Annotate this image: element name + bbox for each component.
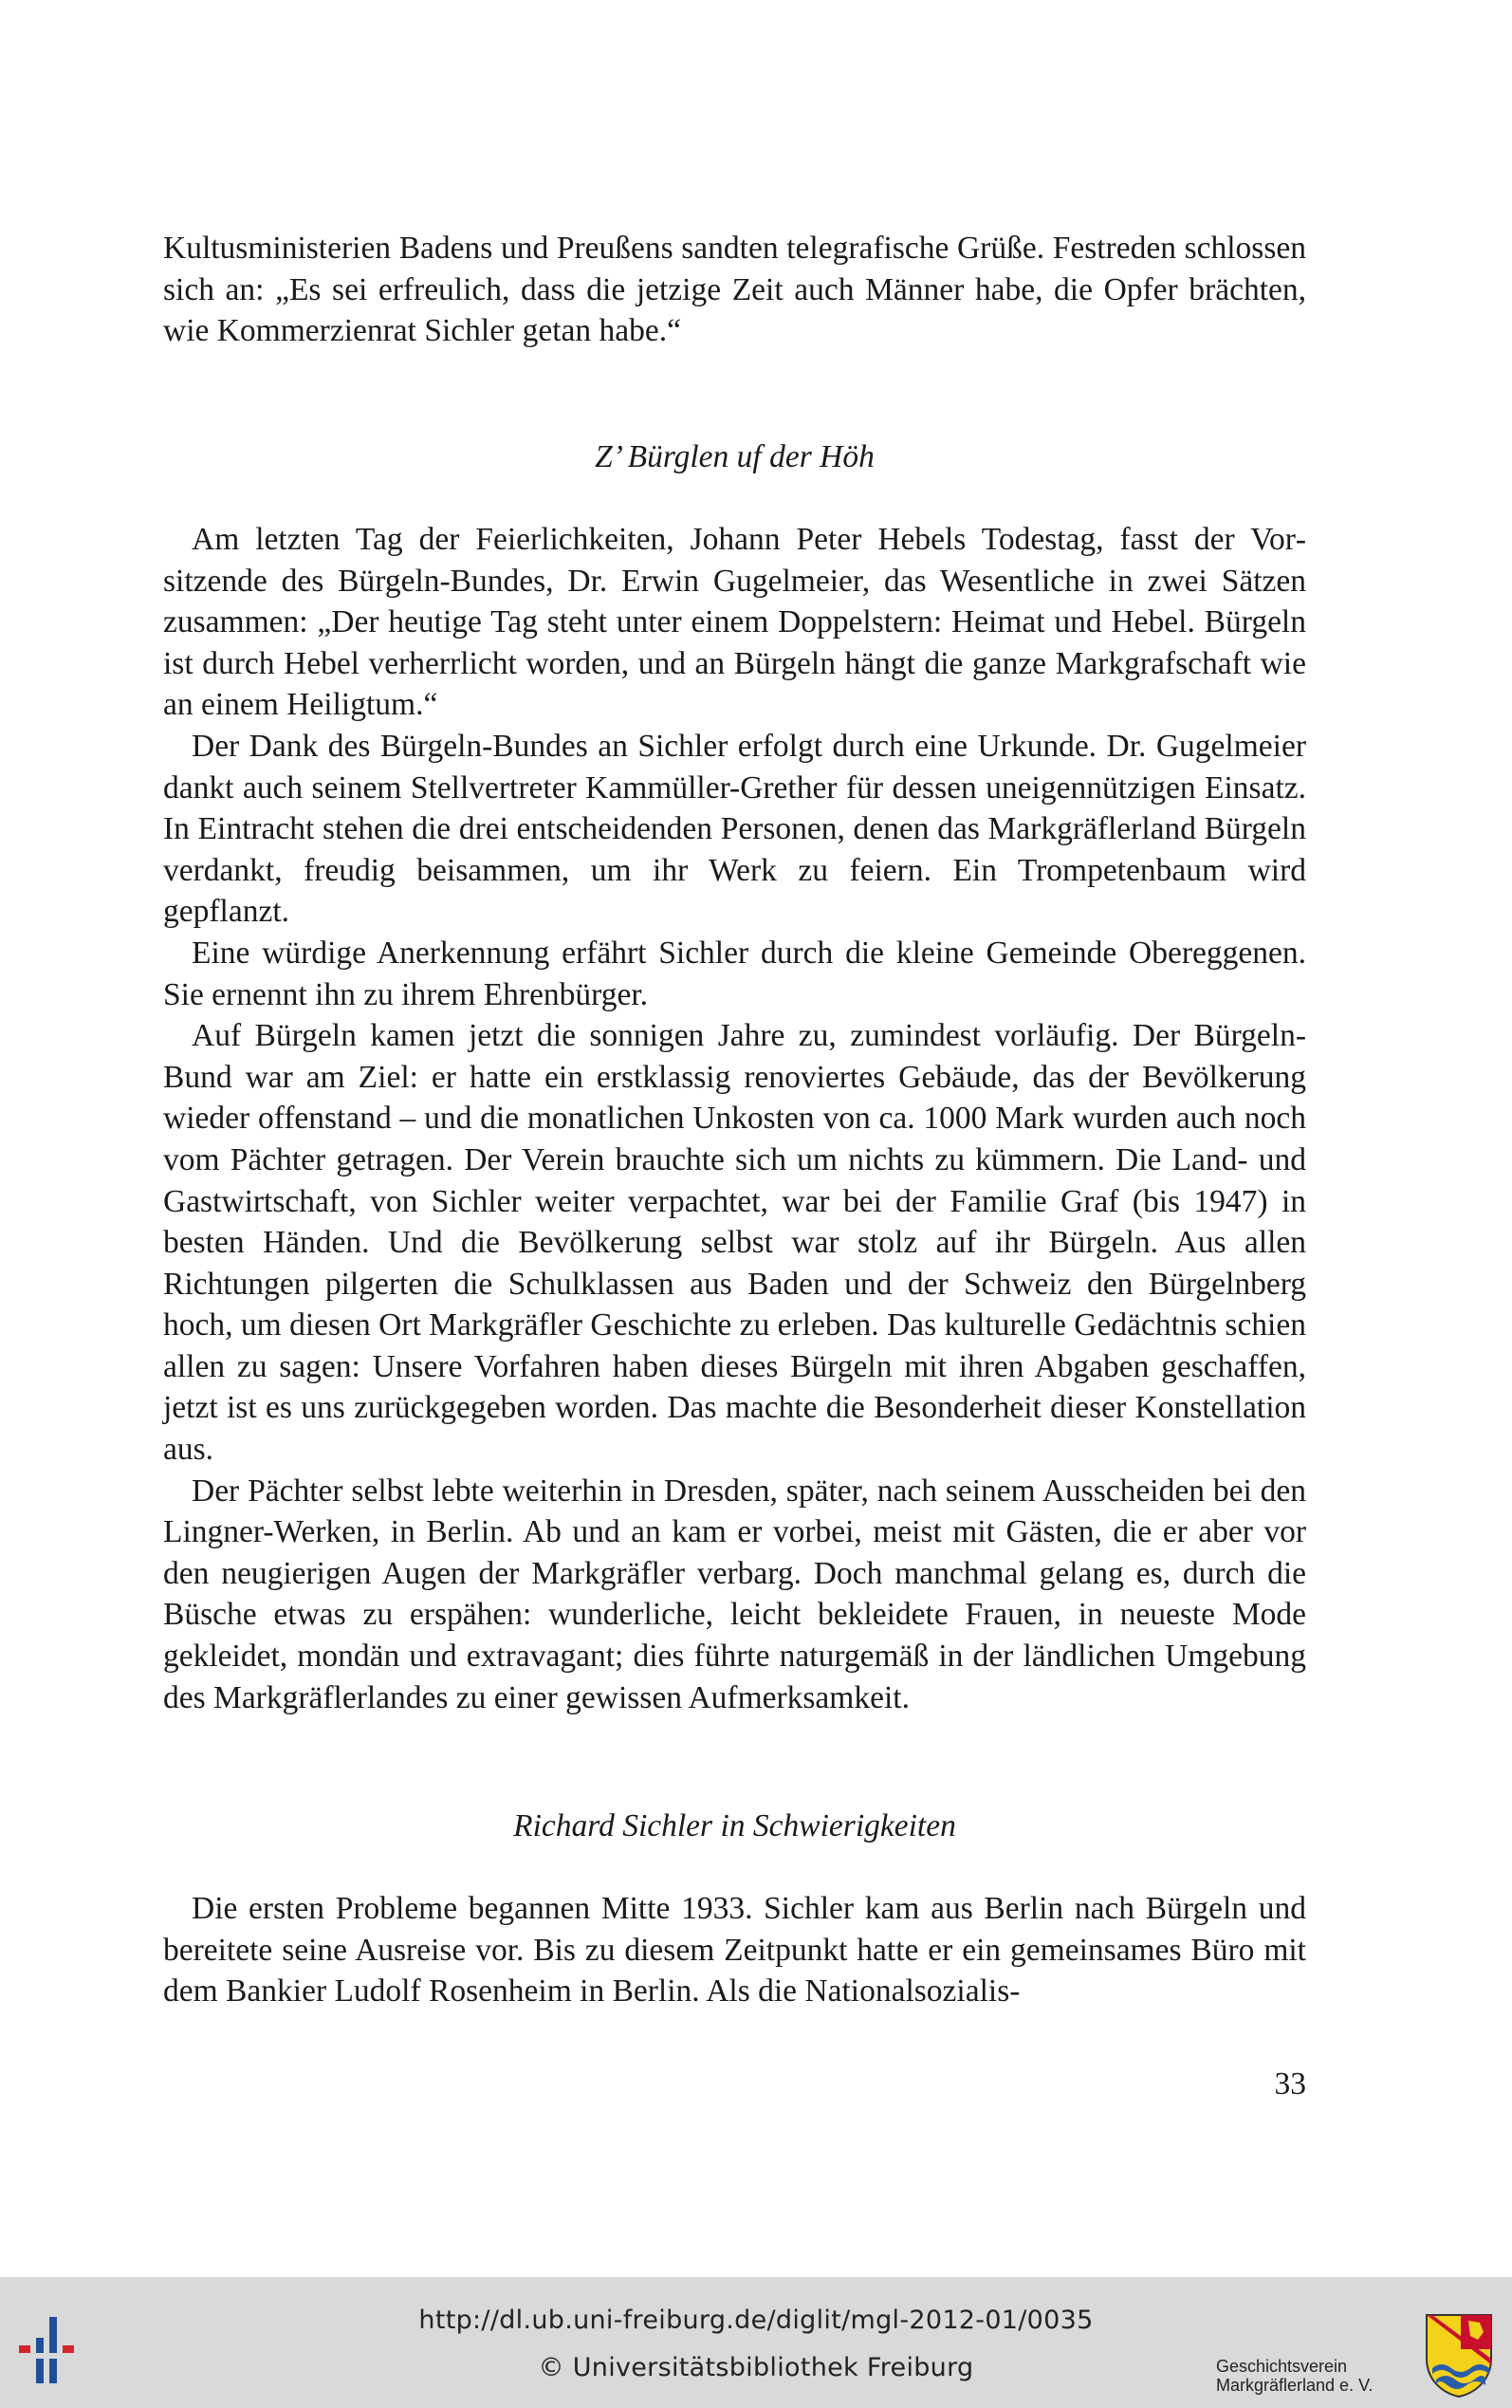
paragraph: Der Pächter selbst lebte weiterhin in Dresden, später, nach seinem Ausscheiden bei den Lingner-Werken, in Berlin. Ab und an kam er vorbei, meist mit Gästen, die er aber vor den neugierigen Augen der Markgräfler verbarg. Doch manchmal gelang es, durch die Büsche etwas zu erspähen: wunderliche, leicht bekleidete Frauen, in neueste Mode gekleidet, mondän und extravagant; dies führte naturgemäß in der ländlichen Umgebung des Markgräflerlandes zu einer gewissen Aufmerksamkeit. [163, 1473, 1306, 1715]
footer-copyright: © Universitätsbibliothek Freiburg [538, 2353, 974, 2382]
society-name [1216, 2357, 1373, 2395]
section-2-text [163, 1888, 1306, 2012]
intro-text [163, 228, 1306, 352]
paragraph: Die ersten Probleme begannen Mitte 1933. Sichler kam aus Berlin nach Bürgeln und bereitete seine Ausreise vor. Bis zu diesem Zeitpunkt hatte er ein gemeinsames Büro mit dem Bankier Ludolf Rosenheim in Berlin. Als die Nationalsozialis- [163, 1891, 1306, 2010]
page-number: 33 [1274, 2066, 1306, 2102]
coat-of-arms-icon [1423, 2311, 1495, 2399]
footer-url-link[interactable]: http://dl.ub.uni-freiburg.de/diglit/mgl-2012-01/0035 [418, 2306, 1094, 2335]
society-name-line-2: Markgräflerland e. V. [1216, 2376, 1374, 2395]
paragraph: Auf Bürgeln kamen jetzt die sonnigen Jahre zu, zumindest vorläufig. Der Bürgeln-Bund war am Ziel: er hatte ein erstklassig renoviertes Gebäude, das der Bevölkerung wieder offenstand – und die monatlichen Unkosten von ca. 1000 Mark wurden auch noch vom Pächter getragen. Der Verein brauchte sich um nichts zu kümmern. Die Land- und Gastwirtschaft, von Sichler weiter verpachtet, war bei der Familie Graf (bis 1947) in besten Händen. Und die Bevölkerung selbst war stolz auf ihr Bürgeln. Aus allen Richtungen pilgerten die Schulklassen aus Baden und der Schweiz den Bürgelnberg hoch, um diesen Ort Markgräfler Geschichte zu erleben. Das kulturelle Gedächtnis schien allen zu sagen: Unsere Vorfahren haben dieses Bürgeln mit ihren Abgaben geschaffen, jetzt ist es uns zurückgegeben worden. Das machte die Besonderheit dieser Konstellation aus. [163, 1018, 1306, 1468]
footer-bar [0, 2277, 1512, 2408]
section-heading-2: Richard Sichler in Schwierigkeiten [513, 1808, 956, 1843]
section-heading-1: Z’ Bürglen uf der Höh [595, 439, 875, 474]
paragraph: Eine würdige Anerkennung erfährt Sichler durch die kleine Gemeinde Obereggenen. Sie ernennt ihn zu ihrem Ehrenbürger. [163, 935, 1306, 1012]
society-name-line-1: Geschichtsverein [1216, 2357, 1348, 2376]
section-1-text [163, 519, 1306, 1718]
paragraph: Am letzten Tag der Feierlichkeiten, Johann Peter Hebels Todestag, fasst der Vorsitzende des Bürgeln-Bundes, Dr. Erwin Gugelmeier, das Wesentliche in zwei Sätzen zusammen: „Der heutige Tag steht unter einem Doppelstern: Heimat und Hebel. Bürgeln ist durch Hebel verherrlicht worden, und an Bürgeln hängt die ganze Markgrafschaft wie an einem Heiligtum.“ [163, 522, 1306, 723]
paragraph: Kultusministerien Badens und Preußens sandten telegrafische Grüße. Festreden schlossen sich an: „Es sei erfreulich, dass die jetzige Zeit auch Männer habe, die Opfer brächten, wie Kommerzienrat Sichler getan habe.“ [163, 231, 1306, 349]
paragraph: Der Dank des Bürgeln-Bundes an Sichler erfolgt durch eine Urkunde. Dr. Gugelmeier dankt auch seinem Stellvertreter Kammüller-Grether für dessen uneigennützigen Einsatz. In Eintracht stehen die drei entscheidenden Personen, denen das Markgräflerland Bürgeln verdankt, freudig beisammen, um ihr Werk zu feiern. Ein Trompetenbaum wird gepflanzt. [163, 728, 1306, 930]
